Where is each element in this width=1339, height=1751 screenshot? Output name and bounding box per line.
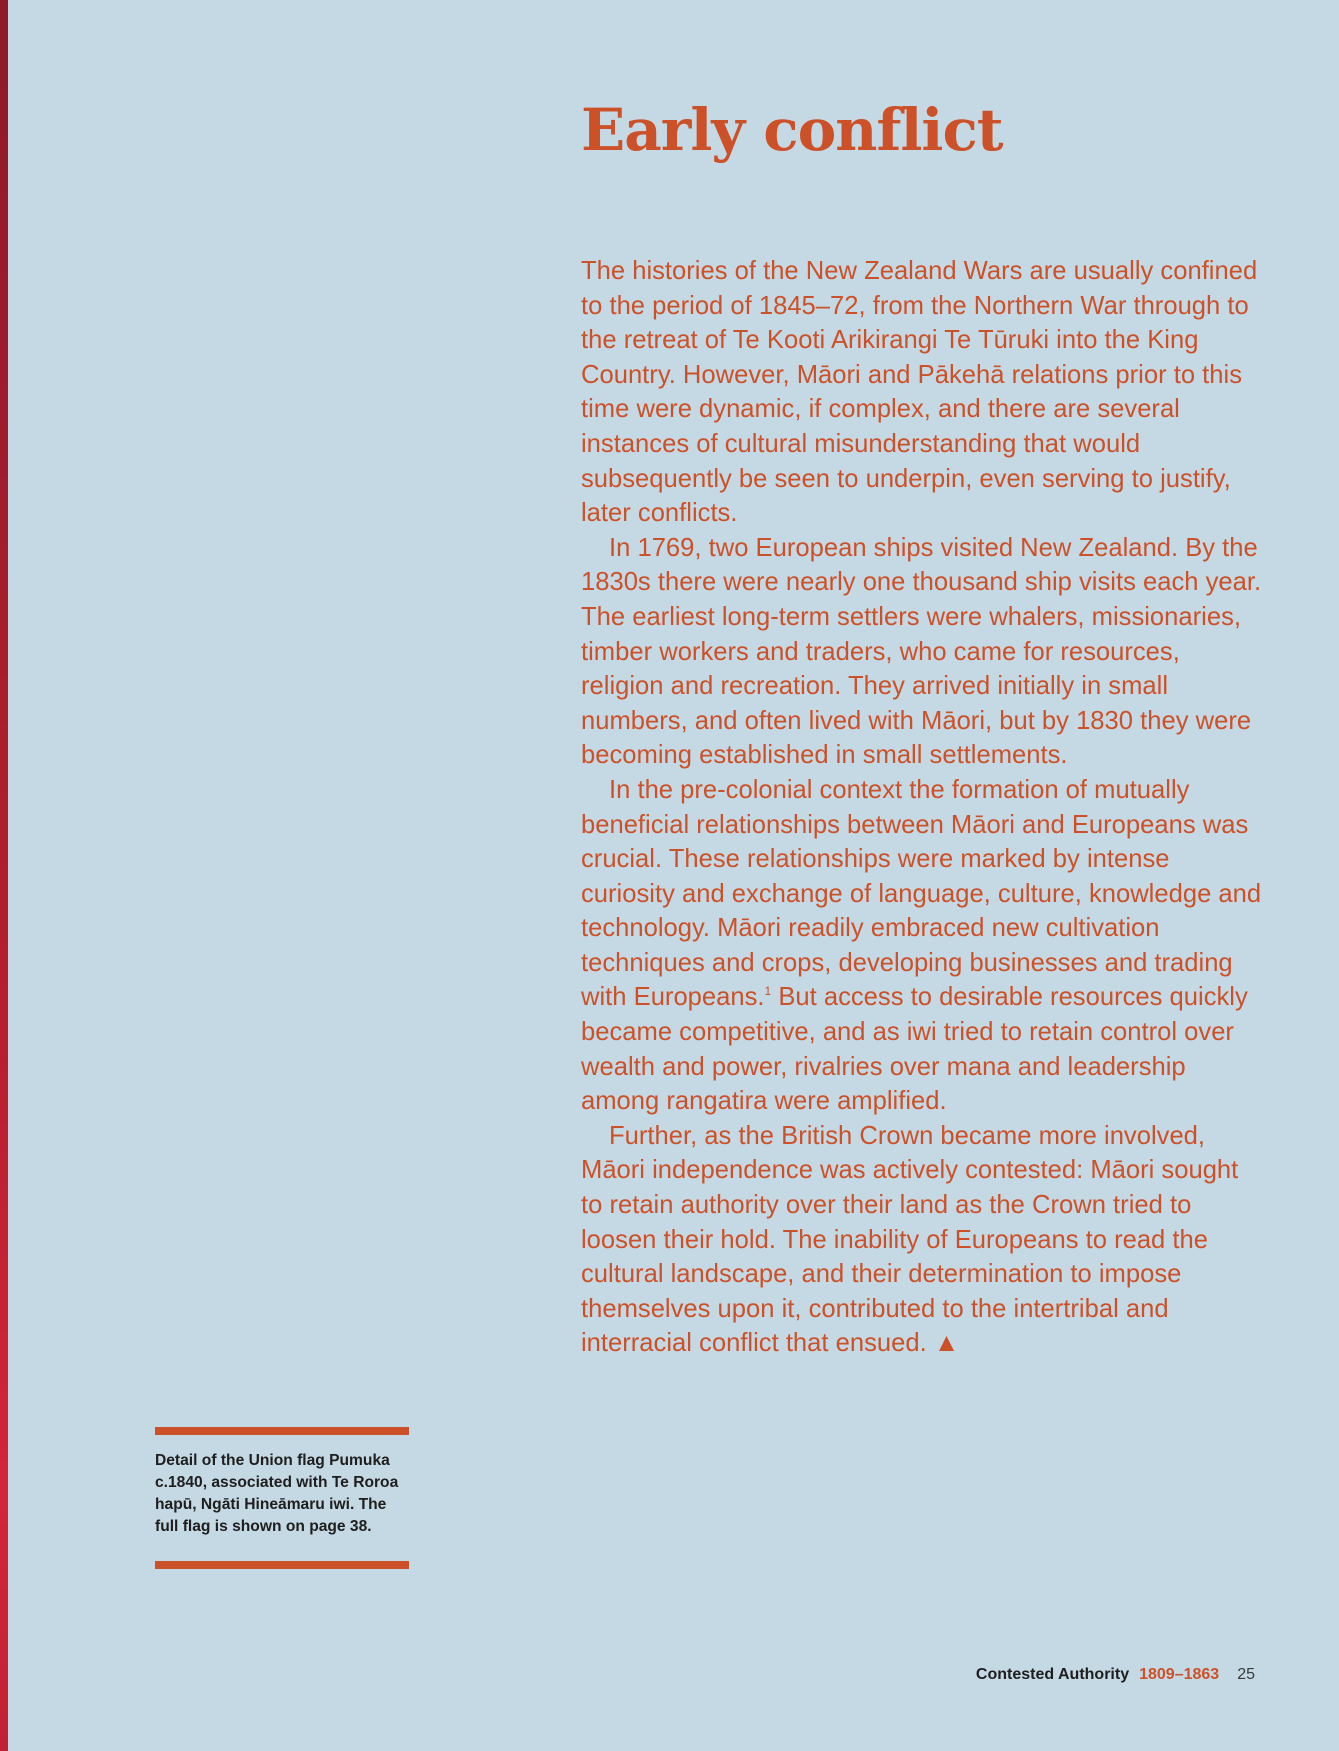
footer-years: 1809–1863 [1139,1666,1220,1683]
article-body [581,254,1266,1361]
caption-rule-bottom [155,1561,409,1569]
paragraph-3 [581,773,1266,1119]
paragraph-3-text-a: In the pre-colonial context the formation of mutually beneficial relationships between Māori and Europeans was crucial. These relationships were marked by intense curiosity and exchange of language, culture, knowledge and technology. Māori readily embraced new cultivation techniques and crops, developing businesses and trading with Europeans. [581,775,1262,1012]
paragraph-3-text-b: But access to desirable resources quickly became competitive, and as iwi tried to retain control over wealth and power, rivalries over mana and leadership among rangatira were amplified. [581,983,1248,1116]
caption-rule-top [155,1427,409,1435]
page-edge-strip [0,0,8,1751]
footnote-ref: 1 [764,984,772,999]
page-footer [976,1666,1255,1684]
page-title: Early conflict [581,96,1003,164]
paragraph-1: The histories of the New Zealand Wars are usually confined to the period of 1845–72, from the Northern War through to the retreat of Te Kooti Arikirangi Te Tūruki into the King Country. However, Māori and Pākehā relations prior to this time were dynamic, if complex, and there are several instances of cultural misunderstanding that would subsequently be seen to underpin, even serving to justify, later conflicts. [581,257,1258,528]
paragraph-4: Further, as the British Crown became more involved, Māori independence was actively contested: Māori sought to retain authority over their land as the Crown tried to loosen their hold. The inability of Europeans to read the cultural landscape, and their determination to impose themselves upon it, contributed to the intertribal and interracial conflict that ensued. ▲ [581,1121,1239,1358]
paragraph-2: In 1769, two European ships visited New Zealand. By the 1830s there were nearly one thousand ship visits each year. The earliest long-term settlers were whalers, missionaries, timber workers and traders, who came for resources, religion and recreation. They arrived initially in small numbers, and often lived with Māori, but by 1830 they were becoming established in small settlements. [581,533,1262,770]
footer-section-title: Contested Authority [975,1666,1130,1683]
page-number: 25 [1237,1666,1255,1683]
image-caption: Detail of the Union flag Pumuka c.1840, associated with Te Roroa hapū, Ngāti Hineāmaru iwi. The full flag is shown on page 38. [155,1452,399,1535]
